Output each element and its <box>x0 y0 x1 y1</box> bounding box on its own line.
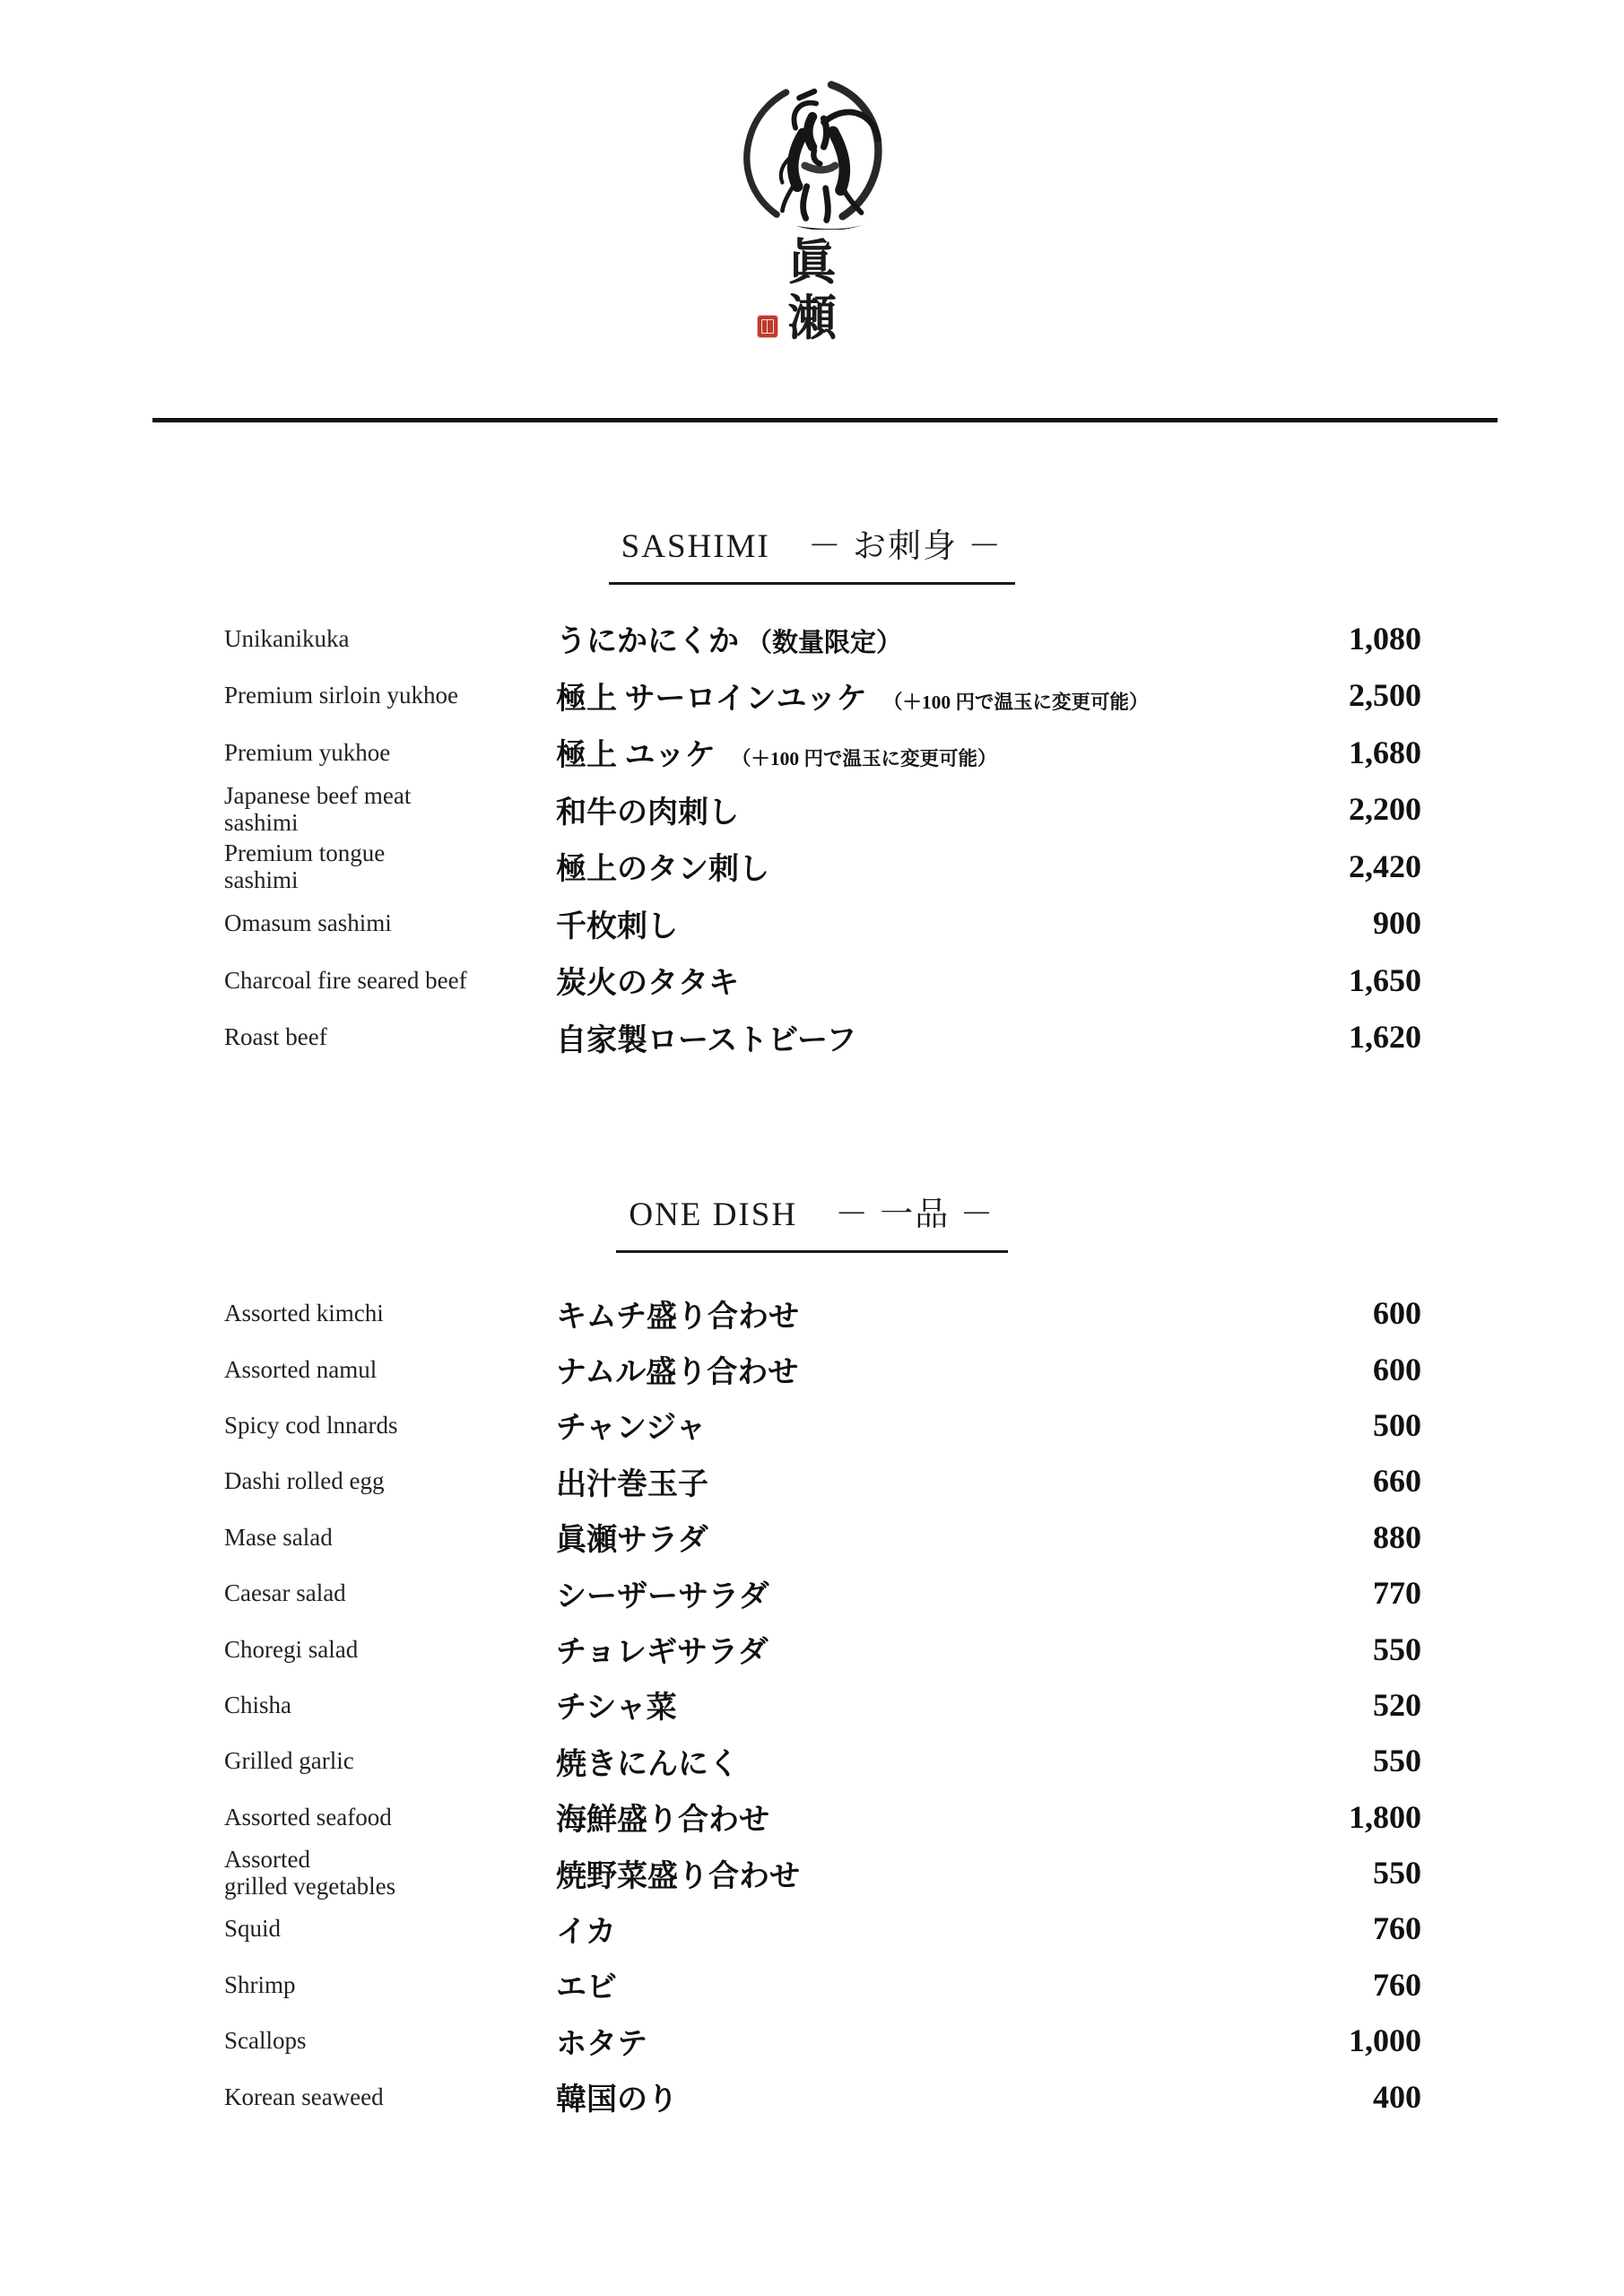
item-name-jp <box>556 616 1251 660</box>
item-price: 600 <box>1373 1295 1421 1332</box>
item-name-en-line: Premium yukhoe <box>224 738 391 766</box>
item-name-en <box>224 909 556 936</box>
section-sashimi-header <box>0 520 1624 585</box>
menu-item-row <box>224 1957 1421 2013</box>
item-name-jp <box>556 1403 1251 1447</box>
item-name-en-line: Choregi salad <box>224 1635 359 1663</box>
section-title-en: ONE DISH <box>629 1196 798 1233</box>
brand-char-2: 瀬 <box>787 291 837 345</box>
menu-item-row <box>224 952 1421 1009</box>
item-name-en-line: sashimi <box>224 809 299 837</box>
menu-item-row <box>224 1621 1421 1676</box>
item-name-jp-text: 出汁巻玉子 <box>556 1467 708 1501</box>
item-name-jp <box>556 1795 1251 1839</box>
item-name-jp-text: 自家製ローストビーフ <box>556 1023 857 1057</box>
item-name-jp <box>556 1851 1251 1895</box>
item-price: 760 <box>1373 1966 1421 2003</box>
item-name-jp <box>556 2074 1251 2118</box>
item-name-en-line: sashimi <box>224 865 299 893</box>
item-name-en <box>224 1804 556 1831</box>
menu-item-row <box>224 1845 1421 1900</box>
item-price: 2,500 <box>1349 677 1421 714</box>
item-name-en-line: Chisha <box>224 1691 292 1718</box>
item-name-en <box>224 782 556 836</box>
item-name-en <box>224 1023 556 1050</box>
item-price: 550 <box>1373 1855 1421 1892</box>
item-price: 760 <box>1373 1910 1421 1947</box>
item-name-jp <box>556 1907 1251 1951</box>
item-option-note: （＋100 円で温玉に変更可能） <box>882 691 1149 713</box>
item-name-jp <box>556 1015 1251 1059</box>
menu-item-row <box>224 1565 1421 1621</box>
item-name-en-line: Unikanikuka <box>224 624 350 652</box>
item-price: 520 <box>1373 1686 1421 1723</box>
item-name-en-line: Dashi rolled egg <box>224 1467 385 1495</box>
item-name-en <box>224 1846 556 1900</box>
item-name-jp <box>556 1683 1251 1726</box>
menu-item-row <box>224 2068 1421 2124</box>
item-name-jp-text: 極上 サーロインユッケ <box>556 682 867 716</box>
item-name-jp <box>556 1627 1251 1671</box>
item-price: 1,650 <box>1349 961 1421 998</box>
item-name-en-line: Squid <box>224 1915 282 1943</box>
item-price: 1,000 <box>1349 2022 1421 2059</box>
item-name-en <box>224 1524 556 1551</box>
item-price: 600 <box>1373 1351 1421 1387</box>
item-name-en <box>224 1356 556 1383</box>
item-name-jp-text: キムチ盛り合わせ <box>556 1300 799 1334</box>
item-name-en-line: Premium tongue <box>224 839 386 866</box>
sashimi-item-list <box>224 610 1421 1065</box>
item-name-en-line: Assorted kimchi <box>224 1300 384 1327</box>
menu-item-row <box>224 781 1421 839</box>
menu-item-row <box>224 1341 1421 1396</box>
item-name-en <box>224 1579 556 1606</box>
menu-item-row <box>224 1733 1421 1788</box>
item-name-jp <box>556 730 1251 774</box>
item-name-jp-text: うにかにくか <box>556 625 739 659</box>
item-name-jp-text: イカ <box>556 1915 616 1949</box>
item-name-jp-text: 千枚刺し <box>556 909 678 944</box>
item-name-jp <box>556 1571 1251 1615</box>
item-name-jp <box>556 674 1251 718</box>
item-name-en-line: Charcoal fire seared beef <box>224 966 467 994</box>
item-name-jp-text: シーザーサラダ <box>556 1579 769 1613</box>
section-one-dish <box>0 1188 1624 2125</box>
item-name-jp-text: 眞瀬サラダ <box>556 1524 708 1558</box>
item-name-jp-text: チョレギサラダ <box>556 1636 769 1670</box>
menu-item-row <box>224 724 1421 781</box>
item-name-jp-text: 和牛の肉刺し <box>556 796 739 830</box>
item-price: 770 <box>1373 1575 1421 1612</box>
section-title-en: SASHIMI <box>621 528 770 565</box>
item-price: 400 <box>1373 2078 1421 2115</box>
menu-item-row <box>224 667 1421 725</box>
item-name-jp-text: 極上 ユッケ <box>556 739 716 773</box>
item-name-en-line: grilled vegetables <box>224 1873 396 1900</box>
item-name-jp-text: 韓国のり <box>556 2083 678 2118</box>
item-name-en <box>224 1971 556 1998</box>
item-price: 2,420 <box>1349 848 1421 884</box>
item-name-en <box>224 739 556 766</box>
section-one-dish-header <box>0 1188 1624 1253</box>
menu-item-row <box>224 1509 1421 1565</box>
section-sashimi <box>0 520 1624 1065</box>
brand-header <box>0 75 1624 346</box>
item-name-en-line: Omasum sashimi <box>224 909 392 937</box>
item-name-jp <box>556 2019 1251 2063</box>
item-name-jp <box>556 901 1251 945</box>
item-name-jp-text: エビ <box>556 1971 617 2005</box>
menu-item-row <box>224 838 1421 895</box>
item-name-en <box>224 1747 556 1774</box>
item-name-en <box>224 682 556 709</box>
seal-stamp-icon <box>758 316 777 337</box>
item-name-en-line: Roast beef <box>224 1023 327 1051</box>
item-name-jp <box>556 1739 1251 1783</box>
menu-item-row <box>224 1285 1421 1341</box>
item-option-note: （＋100 円で温玉に変更可能） <box>731 748 997 770</box>
item-name-en-line: Assorted namul <box>224 1355 378 1383</box>
item-name-en-line: Mase salad <box>224 1523 333 1551</box>
item-name-en <box>224 1300 556 1326</box>
item-name-jp-text: 炭火のタタキ <box>556 967 739 1001</box>
menu-item-row <box>224 895 1421 952</box>
item-name-jp <box>556 1962 1251 2006</box>
item-name-en-line: Assorted seafood <box>224 1803 392 1831</box>
item-name-jp-text: 極上のタン刺し <box>556 853 769 887</box>
item-name-jp <box>556 787 1251 831</box>
item-price: 2,200 <box>1349 791 1421 828</box>
item-price: 660 <box>1373 1463 1421 1500</box>
item-price: 1,080 <box>1349 620 1421 657</box>
item-name-en-line: Grilled garlic <box>224 1747 354 1775</box>
one-dish-item-list <box>224 1285 1421 2125</box>
item-name-en <box>224 839 556 893</box>
item-name-jp <box>556 1515 1251 1559</box>
item-name-en <box>224 1915 556 1942</box>
item-price: 500 <box>1373 1406 1421 1443</box>
item-price: 900 <box>1373 905 1421 942</box>
item-paren-note: （数量限定） <box>746 629 903 658</box>
brand-name-vertical <box>788 235 837 346</box>
item-name-en-line: Spicy cod lnnards <box>224 1411 398 1439</box>
item-name-en-line: Assorted <box>224 1846 310 1874</box>
item-name-en-line: Japanese beef meat <box>224 782 412 810</box>
item-name-jp-text: 焼きにんにく <box>556 1747 739 1781</box>
item-name-jp-text: ナムル盛り合わせ <box>556 1356 799 1390</box>
menu-item-row <box>224 1677 1421 1733</box>
section-title-jp: － 一品 － <box>835 1196 995 1233</box>
bull-logo-icon <box>737 75 888 230</box>
item-name-en <box>224 2027 556 2054</box>
menu-item-row <box>224 1789 1421 1845</box>
item-price: 550 <box>1373 1743 1421 1779</box>
item-name-en-line: Korean seaweed <box>224 2083 384 2110</box>
section-title-jp: － お刺身 － <box>807 528 1003 565</box>
menu-item-row <box>224 1009 1421 1066</box>
item-price: 880 <box>1373 1518 1421 1555</box>
menu-item-row <box>224 1900 1421 1956</box>
item-name-en <box>224 625 556 652</box>
item-name-en-line: Scallops <box>224 2027 307 2055</box>
top-divider <box>152 418 1498 422</box>
item-name-jp-text: ホタテ <box>556 2027 647 2061</box>
menu-item-row <box>224 2013 1421 2068</box>
item-name-en <box>224 967 556 994</box>
item-name-en <box>224 1692 556 1718</box>
item-name-jp-text: チシャ菜 <box>556 1692 677 1726</box>
menu-item-row <box>224 1397 1421 1453</box>
item-price: 1,800 <box>1349 1798 1421 1835</box>
item-name-jp <box>556 1347 1251 1391</box>
item-name-jp-text: 焼野菜盛り合わせ <box>556 1859 800 1893</box>
item-name-en-line: Premium sirloin yukhoe <box>224 682 458 709</box>
item-price: 1,620 <box>1349 1019 1421 1056</box>
item-name-en-line: Caesar salad <box>224 1579 346 1607</box>
item-name-jp <box>556 958 1251 1002</box>
menu-item-row <box>224 1453 1421 1509</box>
item-price: 1,680 <box>1349 734 1421 770</box>
item-name-jp-text: 海鮮盛り合わせ <box>556 1804 769 1838</box>
item-name-jp-text: チャンジャ <box>556 1412 707 1446</box>
item-name-en <box>224 1467 556 1494</box>
item-name-en-line: Shrimp <box>224 1970 296 1998</box>
item-price: 550 <box>1373 1631 1421 1667</box>
item-name-jp <box>556 1292 1251 1335</box>
menu-item-row <box>224 610 1421 667</box>
item-name-en <box>224 2083 556 2110</box>
item-name-en <box>224 1412 556 1439</box>
brand-char-1: 眞 <box>787 236 837 290</box>
item-name-en <box>224 1636 556 1663</box>
item-name-jp <box>556 844 1251 888</box>
item-name-jp <box>556 1459 1251 1503</box>
